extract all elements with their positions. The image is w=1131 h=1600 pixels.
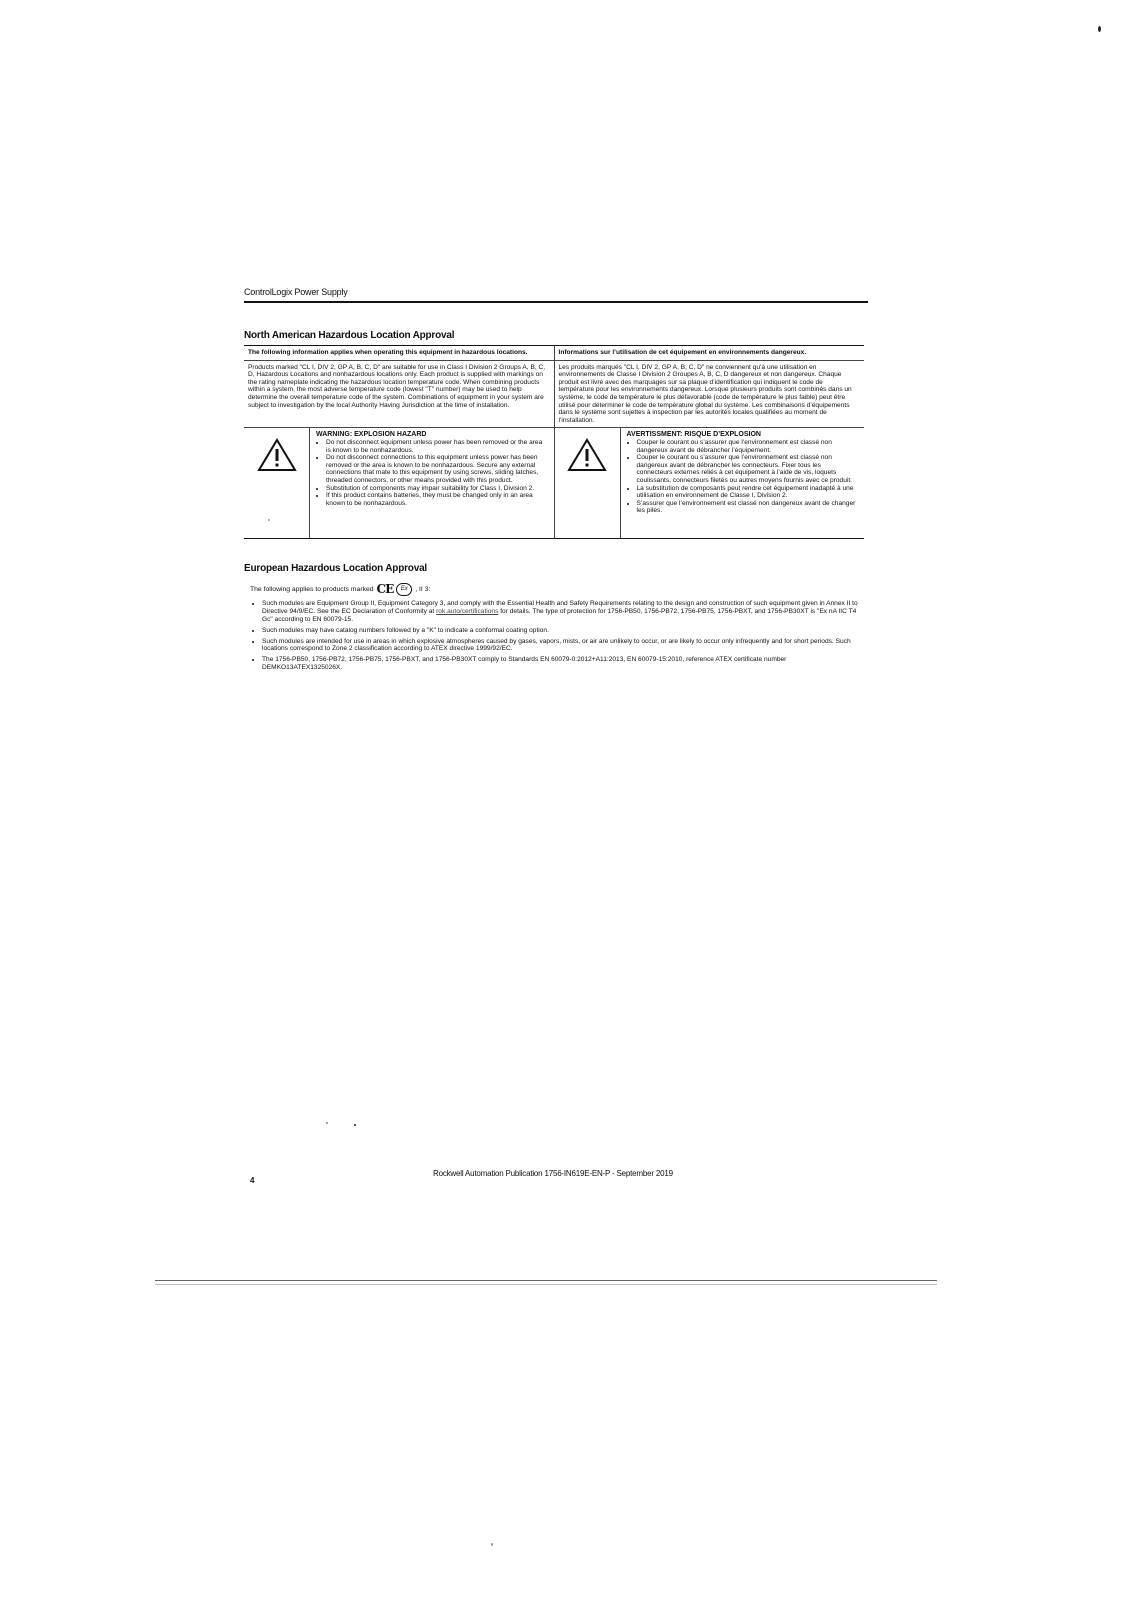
ce-mark-icon: CE	[376, 582, 394, 597]
list-item: • Couper le courant ou s’assurer que l’environnement est classé non dangereux avant de débrancher les connecteurs. Fixer tous les connecteurs externes reliés à cet équipement à l’aide de vis, loquets coulissants, connecteurs filetés ou autres moyens fournis avec ce produit.	[637, 454, 859, 484]
left-warning-list	[316, 439, 548, 507]
page-content	[244, 287, 864, 675]
running-header: ControlLogix Power Supply	[244, 287, 348, 297]
eu-intro	[250, 582, 864, 596]
right-warning-list	[627, 439, 859, 515]
list-item: • Such modules are intended for use in areas in which explosive atmospheres caused by gases, vapors, mists, or air are unlikely to occur, or are likely to occur only infrequently and for short periods. Such locations correspond to Zone 2 classification according to ATEX directive 1999/92/EC.	[262, 638, 864, 654]
left-warning-cell	[244, 428, 554, 539]
publication-line: Rockwell Automation Publication 1756-IN619E-EN-P - September 2019	[433, 1169, 673, 1178]
eu-intro-tail: , II 3:	[415, 585, 431, 593]
list-item: • Couper le courant ou s’assurer que l’environnement est classé non dangereux avant de débrancher l’équipement.	[637, 439, 859, 454]
eu-intro-text: The following applies to products marked	[250, 585, 374, 593]
scan-speck	[268, 519, 270, 521]
right-body: Les produits marqués "CL I, DIV 2, GP A, B, C, D" ne conviennent qu’à une utilisation en environnements de Classe I Division 2 Groupes A, B, C, D dangereux et non dangereux. Chaque produit est livré avec des marquages sur sa plaque d’identification qui indiquent le code de température pour les environnements dangereux. Lorsque plusieurs produits sont combinés dans un système, le code de température le plus défavorable (code de température le plus faible) peut être utilisé pour déterminer le code de température global du système. Les combinaisons d’équipements dans le système sont sujettes à inspection par les autorités locales qualifiées au moment de l’installation.	[554, 360, 864, 428]
list-item: • Do not disconnect equipment unless power has been removed or the area is known to be nonhazardous.	[326, 439, 548, 454]
warning-triangle-icon	[257, 438, 297, 472]
na-section-title: North American Hazardous Location Approval	[244, 330, 455, 341]
scan-speck	[491, 1543, 493, 1546]
list-item: • Do not disconnect connections to this equipment unless power has been removed or the area is known to be nonhazardous. Secure any external connections that mate to this equipment by using screws, sliding latches, threaded connectors, or other means provided with this product.	[326, 454, 548, 484]
na-approval-table	[244, 345, 864, 539]
scan-speck	[1098, 26, 1101, 32]
list-item: • If this product contains batteries, they must be changed only in an area known to be nonhazardous.	[326, 492, 548, 507]
header-rule	[244, 301, 868, 303]
left-warning-icon-cell	[244, 428, 310, 538]
list-item: • The 1756-PB50, 1756-PB72, 1756-PB75, 1756-PBXT, and 1756-PB30XT comply to Standards EN 60079-0:2012+A11:2013, EN 60079-15:2010, reference ATEX certificate number DEMKO13ATEX1325026X.	[262, 656, 864, 672]
certifications-link[interactable]: rok.auto/certifications	[436, 608, 499, 616]
eu-section	[244, 563, 864, 671]
right-warning-text	[621, 428, 865, 538]
table-head-row	[244, 346, 864, 361]
warning-row	[244, 428, 864, 539]
right-warning-cell	[554, 428, 864, 539]
ex-mark-icon: Ex	[396, 583, 412, 596]
left-warning-title: WARNING: EXPLOSION HAZARD	[316, 431, 427, 439]
scan-edge-line	[155, 1284, 937, 1285]
eu-item-text: Such modules are Equipment Group II, Equipment Category 3, and comply with the Essential Health and Safety Requirements relating to the design and construction of such equipment given in Annex II to Directive 94/9/EC. See the EC Declaration of Conformity at	[262, 600, 858, 616]
left-body: Products marked "CL I, DIV 2, GP A, B, C, D" are suitable for use in Class I Division 2 Groups A, B, C, D, Hazardous Locations and nonhazardous locations only. Each product is supplied with markings on the rating nameplate indicating the hazardous location temperature code. When combining products within a system, the most adverse temperature code (lowest "T" number) may be used to help determine the overall temperature code of the system. Combinations of equipment in your system are subject to investigation by the local Authority Having Jurisdiction at the time of installation.	[244, 360, 554, 428]
page-number: 4	[250, 1176, 255, 1185]
list-item: • La substitution de composants peut rendre cet équipement inadapté à une utilisation en environnement de Classe I, Division 2.	[637, 485, 859, 500]
scan-speck	[354, 1124, 356, 1126]
list-item	[262, 600, 864, 623]
scan-edge-line	[155, 1280, 937, 1281]
scan-speck	[326, 1122, 328, 1124]
left-warning-text	[310, 428, 554, 538]
left-head: The following information applies when operating this equipment in hazardous locations.	[244, 346, 554, 361]
eu-section-title: European Hazardous Location Approval	[244, 563, 428, 575]
table-body-row	[244, 360, 864, 428]
right-warning-icon-cell	[555, 428, 621, 538]
warning-triangle-icon	[567, 438, 607, 472]
right-head: Informations sur l’utilisation de cet équipement en environnements dangereux.	[554, 346, 864, 361]
list-item: • Substitution of components may impair suitability for Class I, Division 2.	[326, 485, 548, 493]
eu-list	[244, 600, 864, 671]
right-warning-title: AVERTISSMENT: RISQUE D’EXPLOSION	[626, 431, 761, 439]
list-item: • Such modules may have catalog numbers followed by a "K" to indicate a conformal coating option.	[262, 627, 864, 635]
list-item: • S’assurer que l’environnement est classé non dangereux avant de changer les piles.	[637, 500, 859, 515]
eu-item-text: for details. The type of protection for 1756-PB50, 1756-PB72, 1756-PB75, 1756-PBXT, and 1756-PB30XT is "Ex nA IIC T4 Gc" according to EN 60079-15.	[262, 608, 857, 623]
